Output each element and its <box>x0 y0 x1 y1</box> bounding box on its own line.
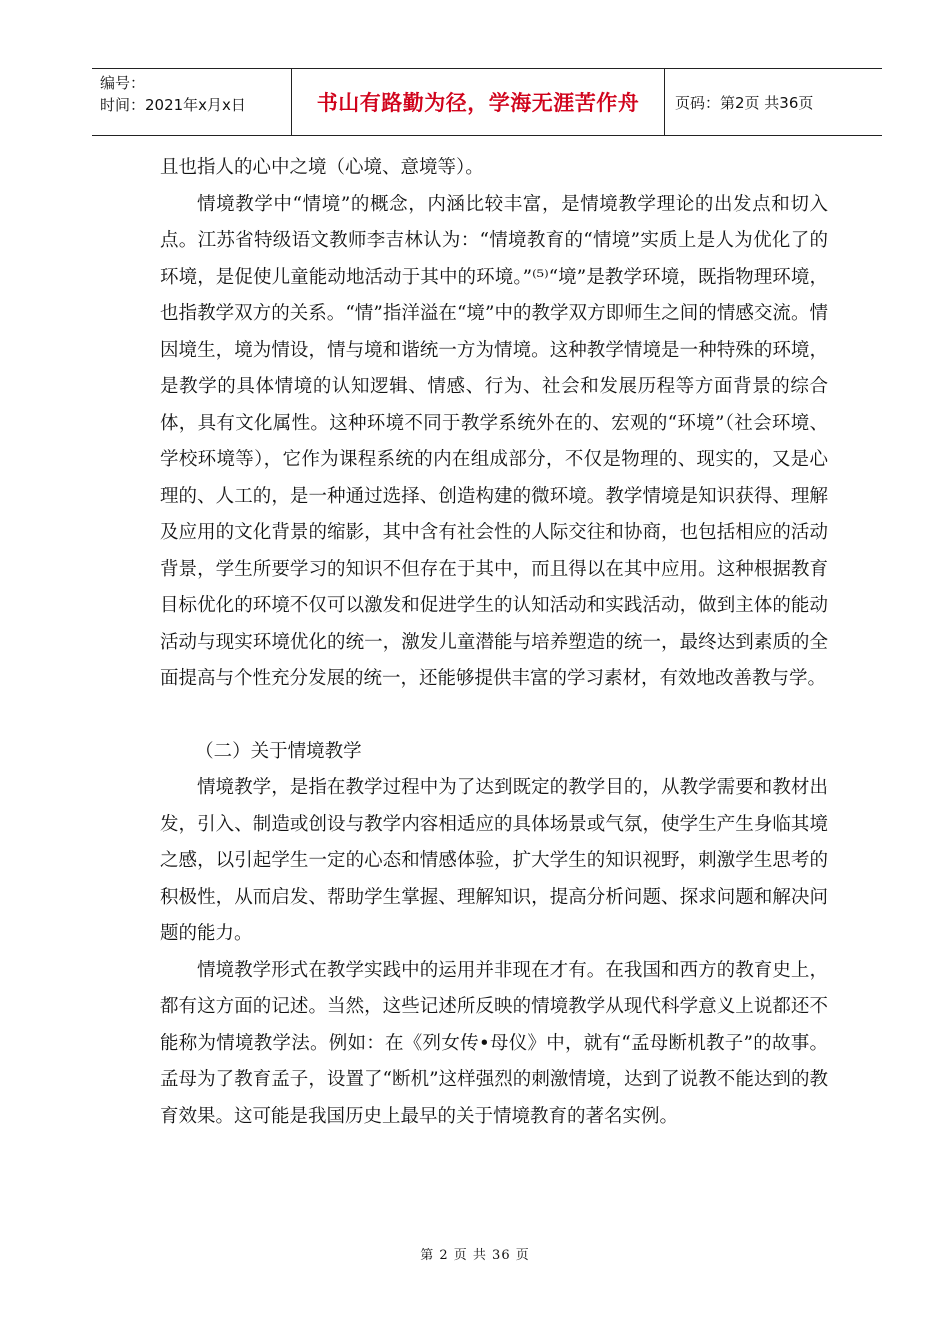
paragraph: 情境教学形式在教学实践中的运用并非现在才有。在我国和西方的教育史上，都有这方面的记述。当然，这些记述所反映的情境教学从现代科学意义上说都还不能称为情境教学法。例如：在《列女传•母仪》中，就有“孟母断机教子”的故事。孟母为了教育孟子，设置了“断机”这样强烈的刺激情境，达到了说教不能达到的教育效果。这可能是我国历史上最早的关于情境教育的著名实例。 <box>160 959 828 1127</box>
header-page-info: 页码：第2页 共36页 <box>675 93 814 112</box>
header-motto: 书山有路勤为径，学海无涯苦作舟 <box>292 69 665 135</box>
section-heading: （二）关于情境教学 <box>195 740 362 762</box>
paragraph: 情境教学中“情境”的概念，内涵比较丰富，是情境教学理论的出发点和切入点。江苏省特级语文教师李吉林认为：“情境教育的“情境”实质上是人为优化了的环境，是促使儿童能动地活动于其中的环境。”⁽⁵⁾“境”是教学环境，既指物理环境，也指教学双方的关系。“情”指洋溢在“境”中的教学双方即师生之间的情感交流。情因境生，境为情设，情与境和谐统一方为情境。这种教学情境是一种特殊的环境，是教学的具体情境的认知逻辑、情感、行为、社会和发展历程等方面背景的综合体，具有文化属性。这种环境不同于教学系统外在的、宏观的“环境”（社会环境、学校环境等），它作为课程系统的内在组成部分，不仅是物理的、现实的，又是心理的、人工的，是一种通过选择、创造构建的微环境。教学情境是知识获得、理解及应用的文化背景的缩影，其中含有社会性的人际交往和协商，也包括相应的活动背景，学生所要学习的知识不但存在于其中，而且得以在其中应用。这种根据教育目标优化的环境不仅可以激发和促进学生的认知活动和实践活动，做到主体的能动活动与现实环境优化的统一，激发儿童潜能与培养塑造的统一，最终达到素质的全面提高与个性充分发展的统一，还能够提供丰富的学习素材，有效地改善教与学。 <box>160 193 828 689</box>
document-body <box>160 150 828 1135</box>
paragraph: 情境教学，是指在教学过程中为了达到既定的教学目的，从教学需要和教材出发，引入、制造或创设与教学内容相适应的具体场景或气氛，使学生产生身临其境之感，以引起学生一定的心态和情感体验，扩大学生的知识视野，刺激学生思考的积极性，从而启发、帮助学生掌握、理解知识，提高分析问题、探求问题和解决问题的能力。 <box>160 777 828 944</box>
paragraph: 且也指人的心中之境（心境、意境等）。 <box>160 157 484 178</box>
document-number-label: 编号： <box>100 74 146 92</box>
header-meta <box>92 69 292 135</box>
document-time: 时间：2021年x月x日 <box>100 96 246 114</box>
page-footer: 第 2 页 共 36 页 <box>420 1248 530 1263</box>
page-header <box>92 68 882 136</box>
